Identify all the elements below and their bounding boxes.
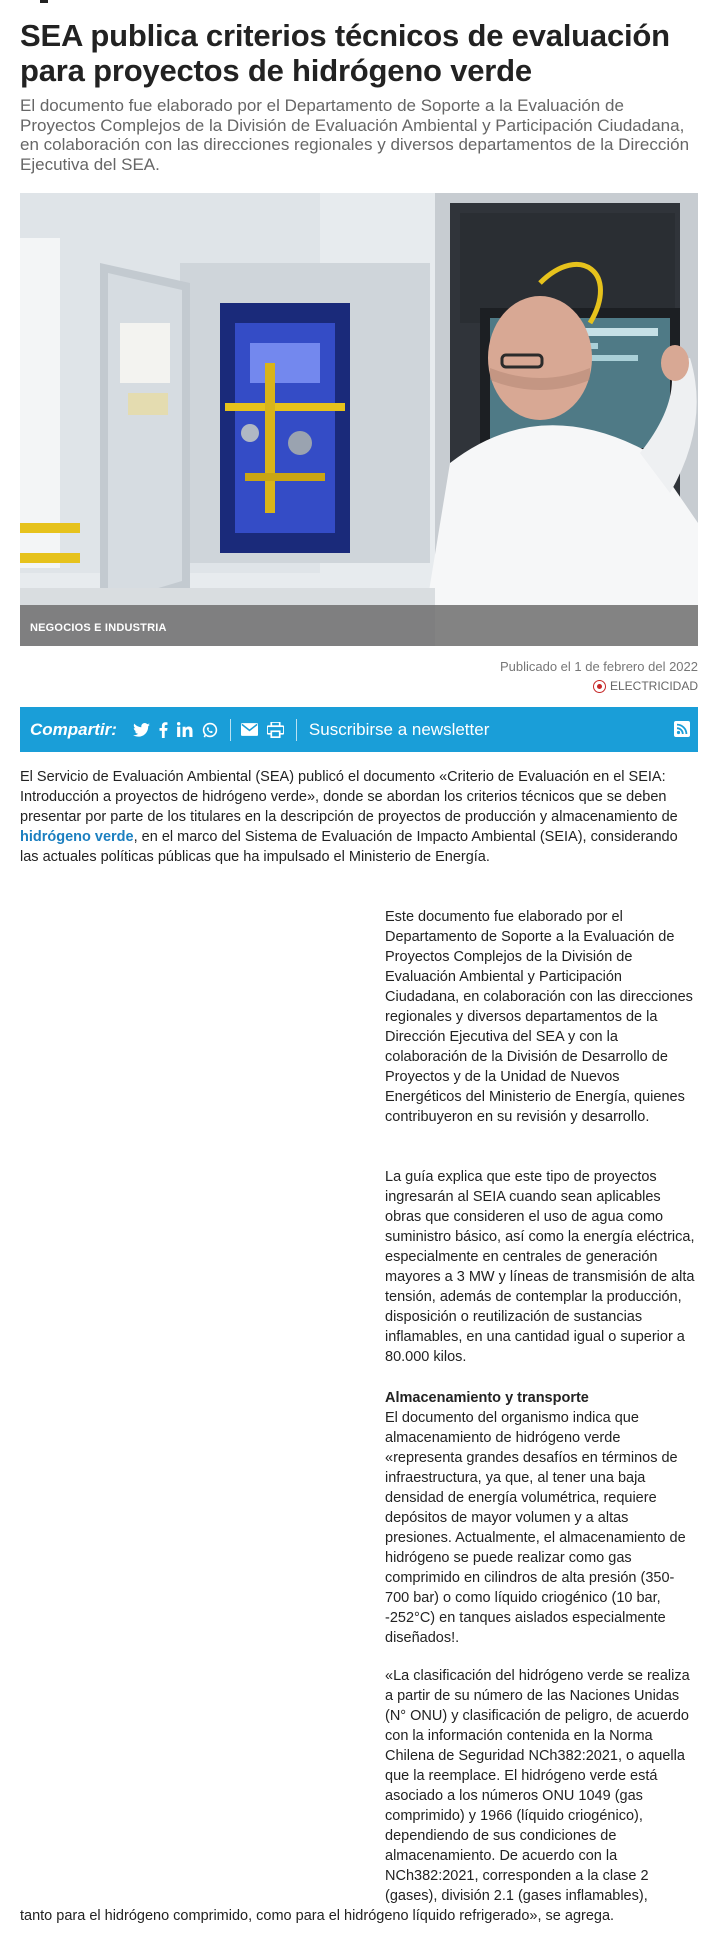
intro-paragraph: [20, 767, 694, 867]
section-heading: Almacenamiento y transporte: [385, 1390, 589, 1406]
tag-label: ELECTRICIDAD: [609, 679, 698, 693]
category-label[interactable]: NEGOCIOS E INDUSTRIA: [30, 622, 167, 634]
tag-link[interactable]: [593, 679, 698, 693]
body-paragraph: Este documento fue elaborado por el Departamento de Soporte a la Evaluación de Proyectos Complejos de la División de Evaluación Ambiental y Participación Ciudadana, en colaboración con las direcciones regionales y diversos departamentos de la Dirección Ejecutiva del SEA y con la colaboración de la División de Desarrollo de Proyectos y de la Unidad de Nuevos Energéticos del Ministerio de Energía, quienes contribuyeron en su revisión y desarrollo.: [385, 909, 693, 1125]
share-label: Compartir:: [30, 719, 117, 739]
published-date: Publicado el 1 de febrero del 2022: [499, 659, 698, 674]
hydrogen-lab-photo: [20, 193, 698, 646]
facebook-icon[interactable]: [159, 720, 168, 740]
whatsapp-icon[interactable]: [202, 720, 218, 740]
divider: [296, 719, 297, 741]
storage-section: [385, 1388, 697, 1648]
share-bar: [20, 707, 698, 752]
top-edge-mark: [40, 0, 48, 3]
divider: [230, 719, 231, 741]
mail-icon[interactable]: [241, 720, 258, 740]
intro-text-start: El Servicio de Evaluación Ambiental (SEA) publicó el documento «Criterio de Evaluación en el SEIA: Introducción a proyectos de hidrógeno verde», donde se abordan los criterios técnicos que se deben presentar por parte de los titulares en la descripción de proyectos de producción y almacenamiento de: [20, 769, 678, 825]
intro-text-end: , en el marco del Sistema de Evaluación de Impacto Ambiental (SEIA), considerando las actuales políticas públicas que ha impulsado el Ministerio de Energía.: [20, 829, 678, 865]
body-paragraph: El documento del organismo indica que almacenamiento de hidrógeno verde «representa grandes desafíos en términos de infraestructura, ya que, al tener una baja densidad de energía volumétrica, requiere depósitos de mayor volumen y a altas presiones. Actualmente, el almacenamiento de hidrógeno se puede realizar como gas comprimido en cilindros de alta presión (350-700 bar) o como líquido criogénico (10 bar, -252°C) en tanques aislados especialmente diseñados!.: [385, 1410, 686, 1646]
rss-icon[interactable]: [674, 721, 690, 742]
twitter-icon[interactable]: [133, 720, 150, 740]
target-icon: [593, 680, 606, 693]
body-paragraph: «La clasificación del hidrógeno verde se realiza a partir de su número de las Naciones Unidas (N° ONU) y clasificación de peligro, de acuerdo con la información contenida en la Norma Chilena de Seguridad NCh382:2021, o aquella que la reemplace. El hidrógeno verde está asociado a los números ONU 1049 (gas comprimido) y 1966 (líquido criogénico), dependiendo de sus condiciones de almacenamiento. De acuerdo con la NCh382:2021, corresponden a la clase 2 (gases), división 2.1 (gases inflamables),: [385, 1668, 690, 1904]
article-title: SEA publica criterios técnicos de evaluación para proyectos de hidrógeno verde: [20, 18, 670, 88]
hero-image: [20, 193, 698, 646]
body-paragraph: La guía explica que este tipo de proyectos ingresarán al SEIA cuando sean aplicables obras que consideren el uso de agua como suministro básico, así como la energía eléctrica, especialmente en centrales de generación mayores a 3 MW y líneas de transmisión de alta tensión, además de contemplar la producción, disposición o reutilización de sustancias inflamables, en una cantidad igual o superior a 80.000 kilos.: [385, 1169, 695, 1365]
body-paragraph-end: tanto para el hidrógeno comprimido, como para el hidrógeno líquido refrigerado», se agrega.: [20, 1908, 615, 1924]
print-icon[interactable]: [267, 720, 284, 740]
newsletter-link[interactable]: Suscribirse a newsletter: [308, 719, 490, 739]
linkedin-icon[interactable]: [177, 720, 193, 740]
article-subtitle: El documento fue elaborado por el Departamento de Soporte a la Evaluación de Proyectos Complejos de la División de Evaluación Ambiental y Participación Ciudadana, en colaboración con las direcciones regionales y diversos departamentos de la Dirección Ejecutiva del SEA.: [20, 96, 690, 174]
hydrogen-link[interactable]: hidrógeno verde: [20, 829, 134, 845]
